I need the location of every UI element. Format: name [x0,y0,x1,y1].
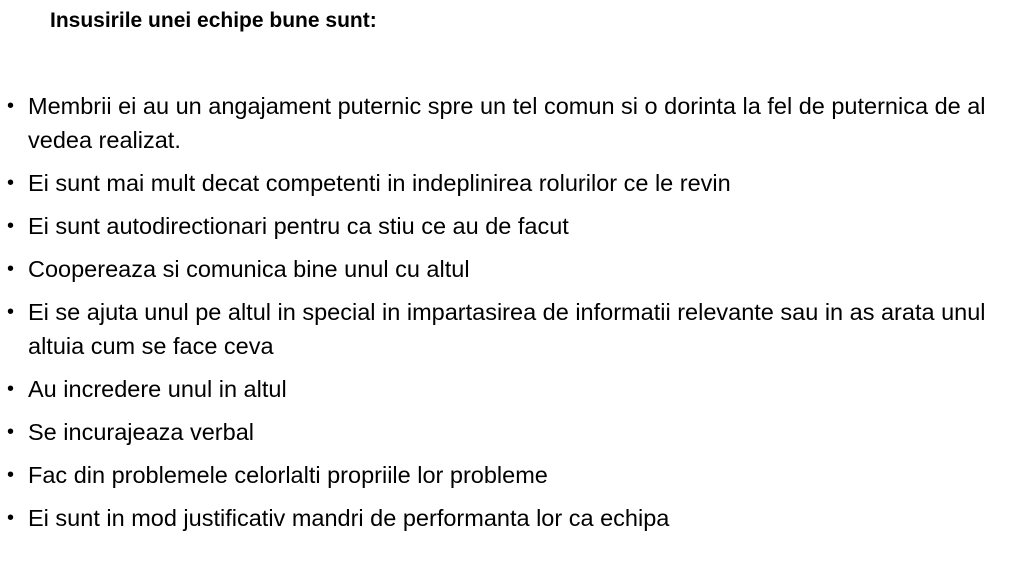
bullet-icon: • [7,301,15,323]
slide-title: Insusirile unei echipe bune sunt: [50,9,377,32]
bullet-icon: • [7,378,15,400]
list-item-text: Ei sunt mai mult decat competenti in indeplinirea rolurilor ce le revin [28,170,731,196]
list-item [0,252,1020,286]
list-item-text: Ei sunt autodirectionari pentru ca stiu ce au de facut [28,213,569,239]
list-item [0,295,1020,363]
list-item [0,209,1020,243]
list-item [0,501,1020,535]
list-item [0,458,1020,492]
bullet-icon: • [7,507,15,529]
list-item [0,415,1020,449]
list-item-text: Au incredere unul in altul [28,376,287,402]
bullet-icon: • [7,95,15,117]
bullet-list [0,89,1020,544]
list-item-text: Ei sunt in mod justificativ mandri de performanta lor ca echipa [28,505,670,531]
list-item [0,89,1020,157]
bullet-icon: • [7,464,15,486]
list-item-text: Fac din problemele celorlalti propriile lor probleme [28,462,548,488]
list-item-text: Coopereaza si comunica bine unul cu altul [28,256,470,282]
bullet-icon: • [7,172,15,194]
list-item-text: Se incurajeaza verbal [28,419,254,445]
list-item [0,372,1020,406]
list-item [0,166,1020,200]
bullet-icon: • [7,258,15,280]
bullet-icon: • [7,215,15,237]
list-item-text: Ei se ajuta unul pe altul in special in impartasirea de informatii relevante sau in as arata unul altuia cum se face ceva [28,299,986,359]
bullet-icon: • [7,421,15,443]
list-item-text: Membrii ei au un angajament puternic spre un tel comun si o dorinta la fel de puternica de al vedea realizat. [28,93,986,153]
